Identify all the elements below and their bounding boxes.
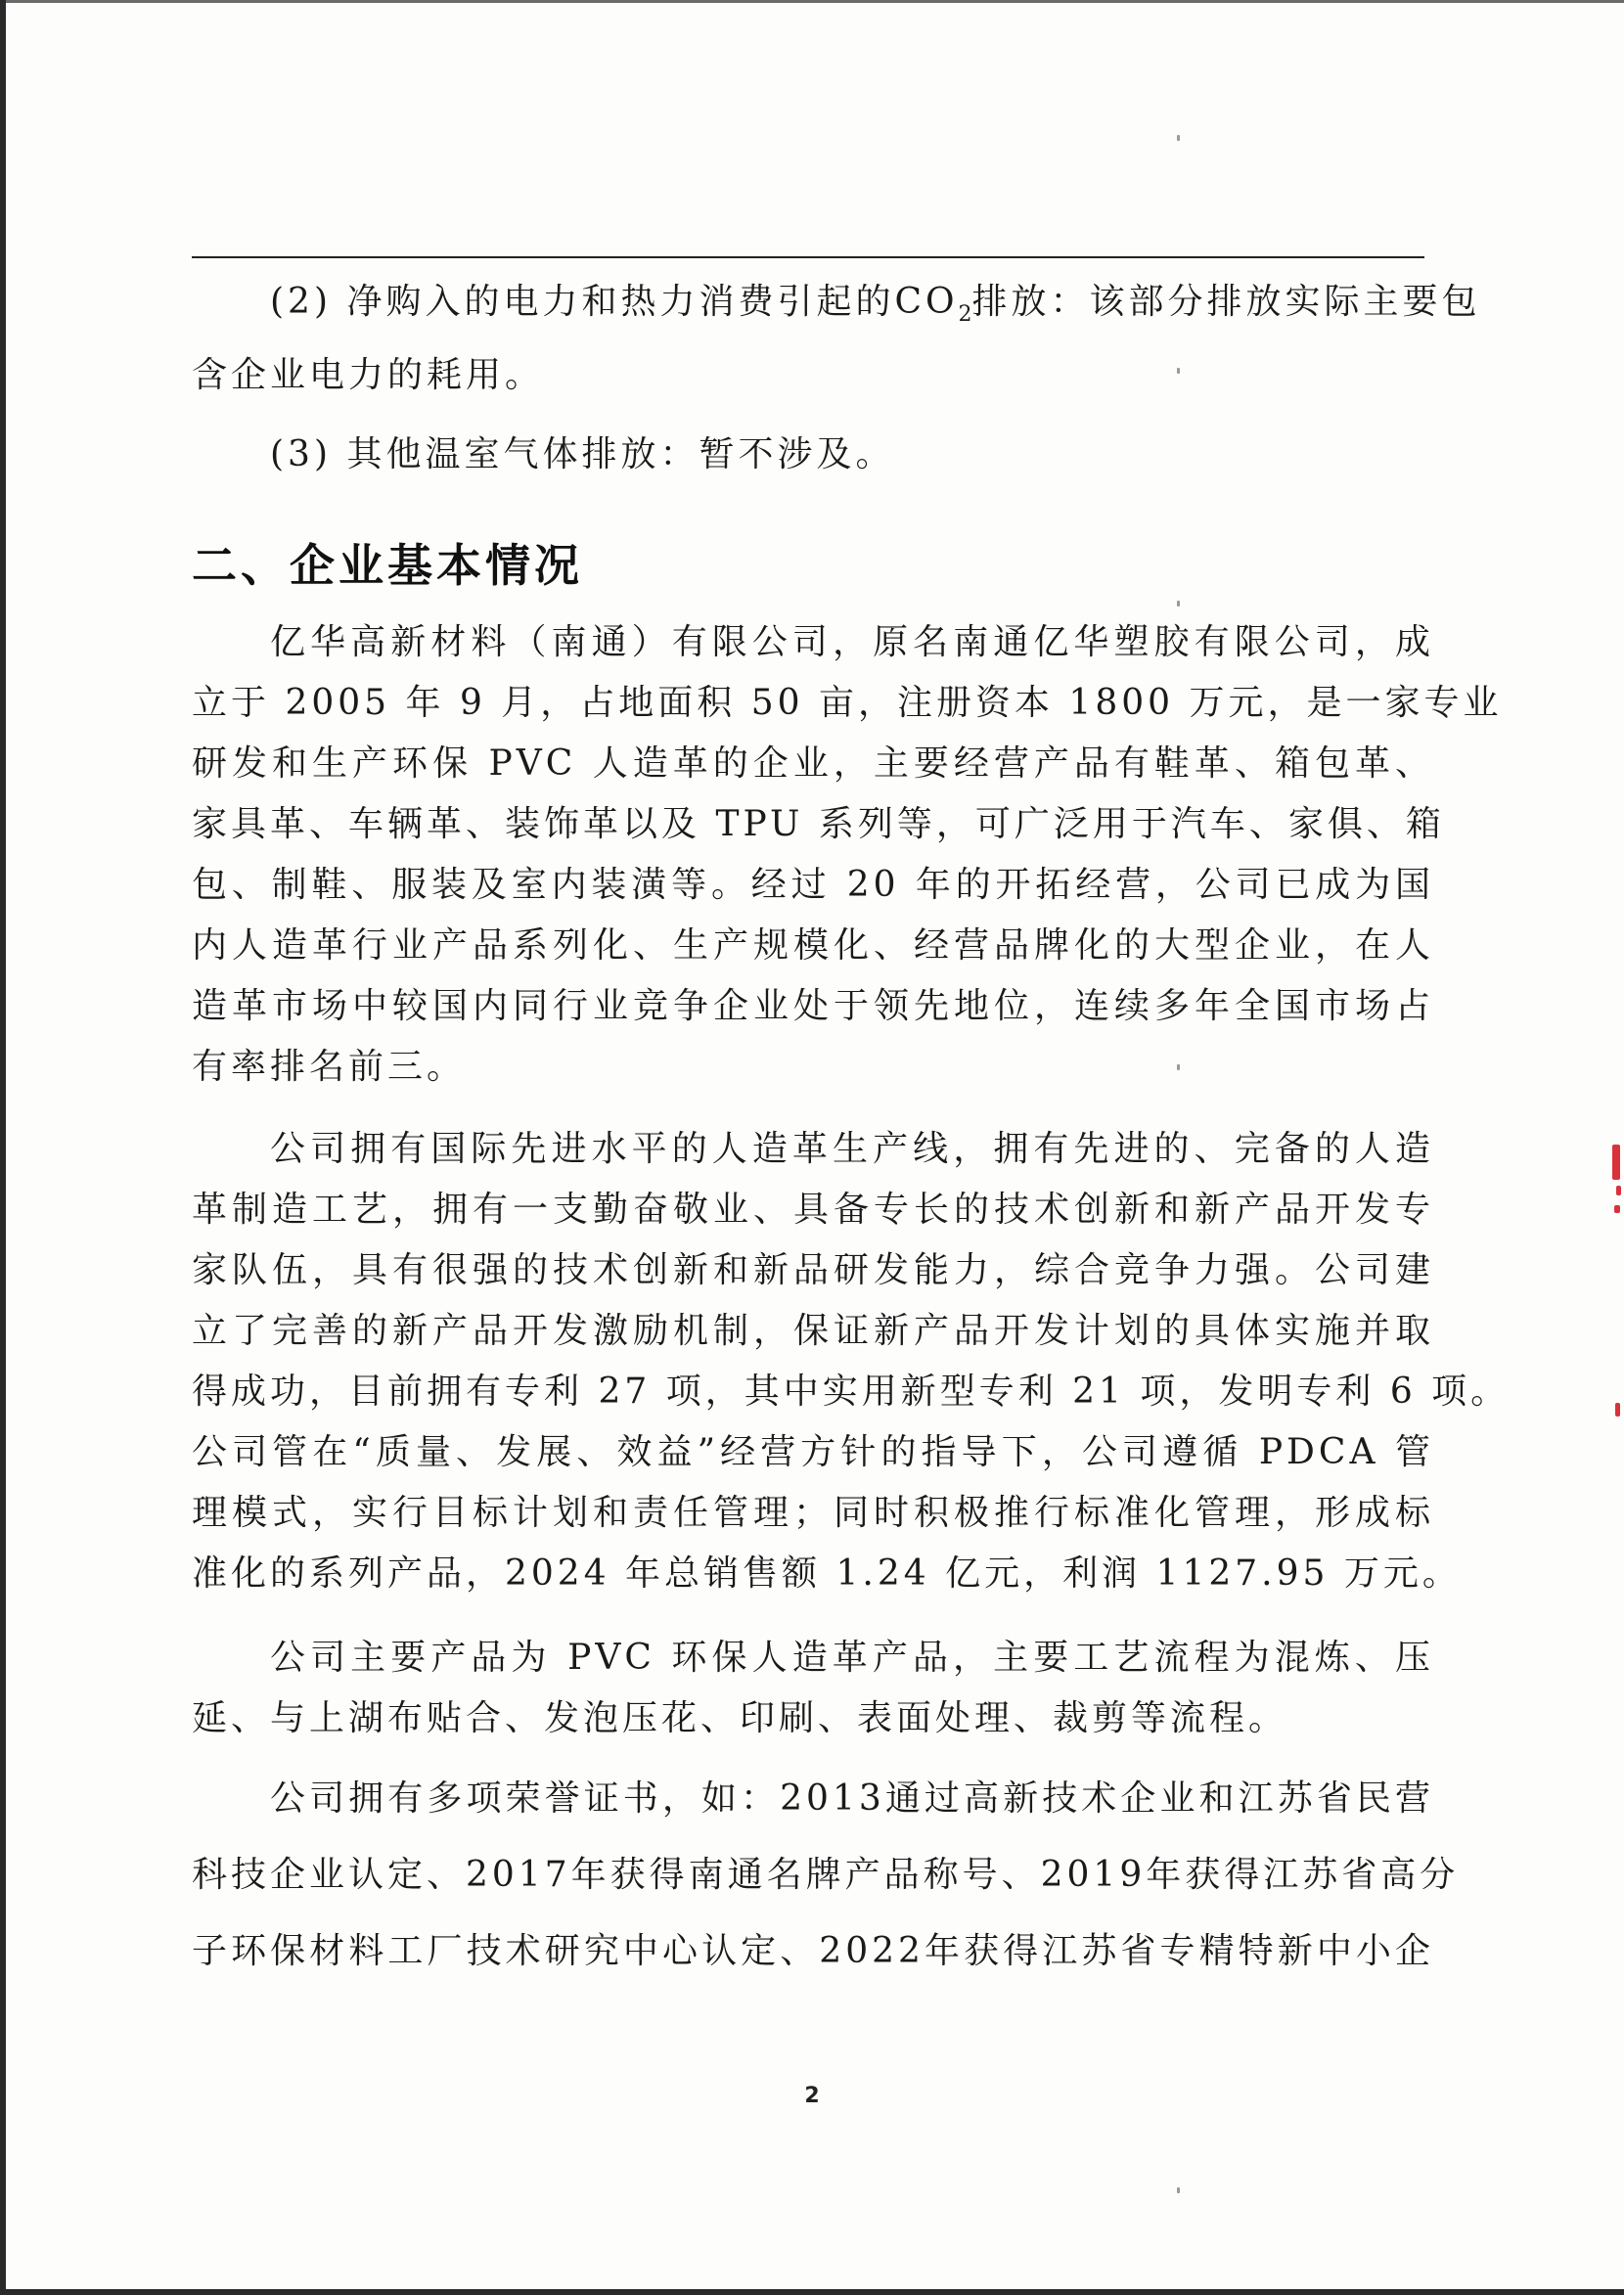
paragraph-line: 公司管在“质量、发展、效益”经营方针的指导下，公司遵循 PDCA 管 (192, 1432, 1434, 1472)
scan-speck (1177, 2187, 1180, 2193)
stamp-edge-mark (1614, 1205, 1620, 1213)
emission-item-2-line-1 (192, 272, 1481, 345)
paragraph-line: 家具革、车辆革、装饰革以及 TPU 系列等，可广泛用于汽车、家俱、箱 (192, 804, 1445, 844)
paragraph-line: 亿华高新材料（南通）有限公司，原名南通亿华塑胶有限公司，成 (270, 622, 1434, 662)
honors-paragraph (192, 1761, 1460, 1990)
paragraph-line: 得成功，目前拥有专利 27 项，其中实用新型专利 21 项，发明专利 6 项。 (192, 1372, 1511, 1412)
header-rule (192, 256, 1424, 258)
paragraph-line: 有率排名前三。 (192, 1047, 467, 1087)
item-2-text-end: 排放：该部分排放实际主要包 (971, 282, 1481, 322)
company-capability-paragraph (192, 1119, 1511, 1604)
paragraph-line: 准化的系列产品，2024 年总销售额 1.24 亿元，利润 1127.95 万元。 (192, 1553, 1462, 1594)
page-number: 2 (804, 2084, 820, 2108)
paragraph-line: 子环保材料工厂技术研究中心认定、2022年获得江苏省专精特新中小企 (192, 1931, 1434, 1971)
main-products-paragraph (192, 1628, 1434, 1749)
paragraph-line: 内人造革行业产品系列化、生产规模化、经营品牌化的大型企业，在人 (192, 925, 1434, 966)
paragraph-line: 公司拥有多项荣誉证书，如：2013通过高新技术企业和江苏省民营 (270, 1778, 1434, 1819)
paragraph-line: 研发和生产环保 PVC 人造革的企业，主要经营产品有鞋革、箱包革、 (192, 743, 1434, 784)
company-intro-paragraph (192, 612, 1503, 1098)
scan-edge-bottom (0, 2289, 1624, 2295)
scan-edge-left (0, 0, 6, 2295)
paragraph-line: 家队伍，具有很强的技术创新和新品研发能力，综合竞争力强。公司建 (192, 1250, 1434, 1290)
co2-subscript: 2 (958, 302, 972, 328)
emission-item-2 (192, 272, 1481, 406)
paragraph-line: 理模式，实行目标计划和责任管理；同时积极推行标准化管理，形成标 (192, 1493, 1434, 1533)
paragraph-line: 造革市场中较国内同行业竞争企业处于领先地位，连续多年全国市场占 (192, 986, 1434, 1026)
stamp-edge-mark (1615, 1403, 1620, 1417)
emission-item-3 (192, 425, 1434, 485)
paragraph-line: 延、与上湖布贴合、发泡压花、印刷、表面处理、裁剪等流程。 (192, 1698, 1288, 1738)
item-2-text-start: (2) 净购入的电力和热力消费引起的CO (270, 282, 959, 322)
paragraph-line: 科技企业认定、2017年获得南通名牌产品称号、2019年获得江苏省高分 (192, 1855, 1460, 1895)
emission-item-2-line-2: 含企业电力的耗用。 (192, 355, 545, 396)
paragraph-line: 革制造工艺，拥有一支勤奋敬业、具备专长的技术创新和新产品开发专 (192, 1190, 1434, 1230)
stamp-edge-mark (1612, 1145, 1620, 1180)
scan-edge-top (0, 0, 1624, 3)
paragraph-line: 立了完善的新产品开发激励机制，保证新产品开发计划的具体实施并取 (192, 1311, 1434, 1351)
scan-speck (1177, 135, 1180, 141)
scan-speck (1177, 601, 1180, 607)
stamp-edge-mark (1616, 1186, 1621, 1195)
section-heading: 二、企业基本情况 (192, 539, 583, 592)
paragraph-line: 公司主要产品为 PVC 环保人造革产品，主要工艺流程为混炼、压 (270, 1638, 1434, 1678)
emission-item-3-line: (3) 其他温室气体排放：暂不涉及。 (270, 434, 895, 474)
paragraph-line: 包、制鞋、服装及室内装潢等。经过 20 年的开拓经营，公司已成为国 (192, 865, 1434, 905)
paragraph-line: 立于 2005 年 9 月，占地面积 50 亩，注册资本 1800 万元，是一家专业 (192, 683, 1503, 723)
paragraph-line: 公司拥有国际先进水平的人造革生产线，拥有先进的、完备的人造 (270, 1129, 1434, 1169)
